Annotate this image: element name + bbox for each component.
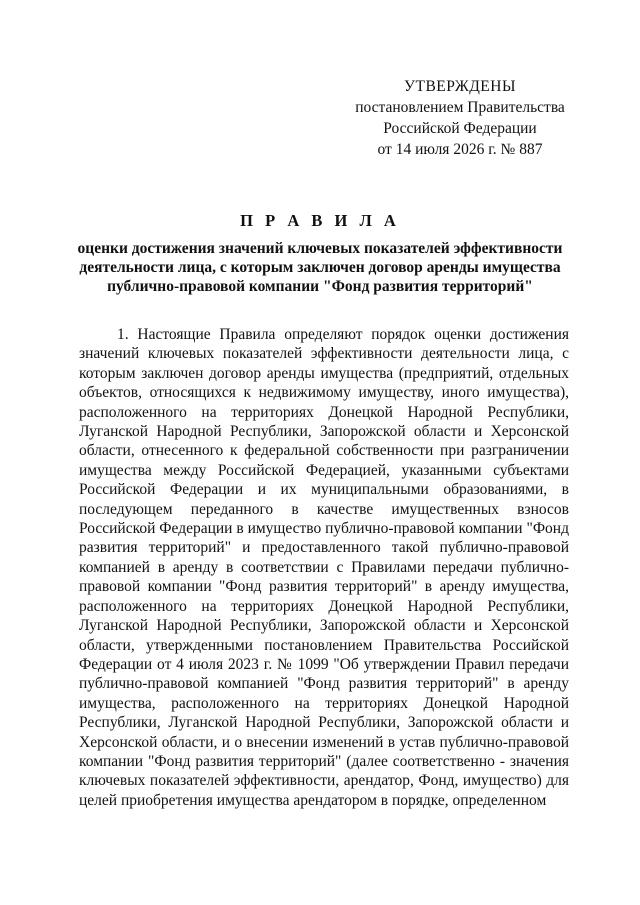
approval-line-3: от 14 июля 2026 г. № 887 [377,141,543,158]
approval-block [330,76,590,160]
approval-title: УТВЕРЖДЕНЫ [404,78,516,95]
paragraph-1: 1. Настоящие Правила определяют порядок оценки достижения значений ключевых показателей эффективности деятельности лица, с которым заключен договор аренды имущества (предприятий, отдельных объектов, относящихся к недвижимому имуществу, иного имущества), расположенного на территориях Донецкой Народной Республики, Луганской Народной Республики, Запорожской области и Херсонской области, отнесенного к федеральной собственности при разграничении имущества между Российской Федерацией, указанными субъектами Российской Федерации и их муниципальными образованиями, в последующем переданного в качестве имущественных взносов Российской Федерации в имущество публично-правовой компании "Фонд развития территорий" и предоставленного такой публично-правовой компанией в аренду в соответствии с Правилами передачи публично-правовой компании "Фонд развития территорий" в аренду имущества, расположенного на территориях Донецкой Народной Республики, Луганской Народной Республики, Запорожской области и Херсонской области, утвержденными постановлением Правительства Российской Федерации от 4 июля 2023 г. № 1099 "Об утверждении Правил передачи публично-правовой компанией "Фонд развития территорий" в аренду имущества, расположенного на территориях Донецкой Народной Республики, Луганской Народной Республики, Запорожской области и Херсонской области, и о внесении изменений в устав публично-правовой компании "Фонд развития территорий" (далее соответственно - значения ключевых показателей эффективности, арендатор, Фонд, имущество) для целей приобретения имущества арендатором в порядке, определенном [79,326,569,809]
approval-line-1: постановлением Правительства [355,99,565,116]
document-subtitle: оценки достижения значений ключевых показателей эффективности деятельности лица, с которым заключен договор аренды имущества публично-правовой компании "Фонд развития территорий" [77,240,563,295]
document-title: П Р А В И Л А [240,211,400,230]
approval-line-2: Российской Федерации [383,120,537,137]
